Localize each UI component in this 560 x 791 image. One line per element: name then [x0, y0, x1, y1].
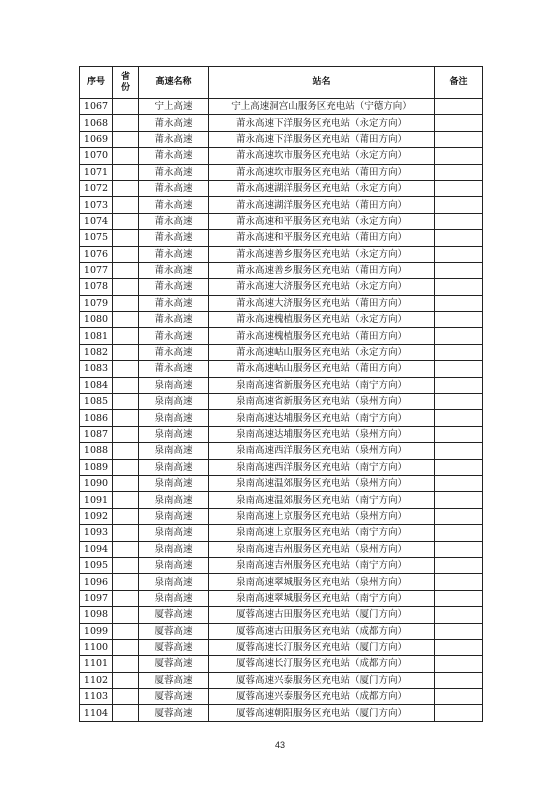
header-row [80, 67, 483, 99]
cell-province [113, 459, 139, 475]
cell-station-name: 莆永高速湖洋服务区充电站（莆田方向） [209, 197, 435, 213]
cell-highway-name: 泉南高速 [139, 394, 209, 410]
cell-station-name: 泉南高速翠城服务区充电站（南宁方向） [209, 590, 435, 606]
cell-station-name: 泉南高速西洋服务区充电站（泉州方向） [209, 443, 435, 459]
cell-serial-number: 1099 [80, 623, 113, 639]
cell-serial-number: 1075 [80, 230, 113, 246]
cell-station-name: 泉南高速吉州服务区充电站（泉州方向） [209, 541, 435, 557]
table-row [80, 213, 483, 229]
cell-serial-number: 1087 [80, 426, 113, 442]
cell-remark [435, 656, 483, 672]
cell-station-name: 莆永高速下洋服务区充电站（莆田方向） [209, 131, 435, 147]
cell-highway-name: 厦蓉高速 [139, 689, 209, 705]
header-province [113, 67, 139, 99]
cell-station-name: 泉南高速翠城服务区充电站（泉州方向） [209, 574, 435, 590]
cell-serial-number: 1079 [80, 295, 113, 311]
table-row [80, 492, 483, 508]
table-row [80, 377, 483, 393]
cell-station-name: 莆永高速槐植服务区充电站（莆田方向） [209, 328, 435, 344]
cell-province [113, 394, 139, 410]
cell-remark [435, 328, 483, 344]
table-row [80, 115, 483, 131]
cell-remark [435, 295, 483, 311]
cell-serial-number: 1084 [80, 377, 113, 393]
cell-serial-number: 1067 [80, 99, 113, 115]
cell-station-name: 莆永高速善乡服务区充电站（莆田方向） [209, 262, 435, 278]
cell-province [113, 377, 139, 393]
cell-highway-name: 泉南高速 [139, 443, 209, 459]
cell-station-name: 泉南高速省新服务区充电站（泉州方向） [209, 394, 435, 410]
cell-highway-name: 泉南高速 [139, 525, 209, 541]
cell-remark [435, 672, 483, 688]
charging-station-table [79, 66, 483, 722]
cell-station-name: 莆永高速坎市服务区充电站（莆田方向） [209, 164, 435, 180]
cell-highway-name: 莆永高速 [139, 213, 209, 229]
cell-province [113, 115, 139, 131]
cell-highway-name: 莆永高速 [139, 230, 209, 246]
cell-station-name: 泉南高速上京服务区充电站（南宁方向） [209, 525, 435, 541]
cell-highway-name: 泉南高速 [139, 377, 209, 393]
cell-serial-number: 1104 [80, 705, 113, 721]
cell-station-name: 泉南高速达埔服务区充电站（南宁方向） [209, 410, 435, 426]
cell-highway-name: 莆永高速 [139, 262, 209, 278]
cell-serial-number: 1091 [80, 492, 113, 508]
cell-province [113, 131, 139, 147]
cell-remark [435, 443, 483, 459]
cell-serial-number: 1093 [80, 525, 113, 541]
cell-serial-number: 1095 [80, 557, 113, 573]
cell-station-name: 泉南高速西洋服务区充电站（南宁方向） [209, 459, 435, 475]
cell-serial-number: 1090 [80, 475, 113, 491]
cell-province [113, 443, 139, 459]
cell-serial-number: 1081 [80, 328, 113, 344]
table-row [80, 656, 483, 672]
cell-remark [435, 262, 483, 278]
cell-remark [435, 279, 483, 295]
cell-serial-number: 1086 [80, 410, 113, 426]
cell-remark [435, 410, 483, 426]
cell-highway-name: 莆永高速 [139, 115, 209, 131]
cell-province [113, 328, 139, 344]
cell-highway-name: 厦蓉高速 [139, 623, 209, 639]
cell-highway-name: 泉南高速 [139, 557, 209, 573]
table-row [80, 574, 483, 590]
cell-province [113, 590, 139, 606]
table-row [80, 689, 483, 705]
cell-province [113, 197, 139, 213]
header-highway-name: 高速名称 [139, 67, 209, 99]
cell-station-name: 莆永高速槐植服务区充电站（永定方向） [209, 312, 435, 328]
header-remark: 备注 [435, 67, 483, 99]
cell-remark [435, 394, 483, 410]
table-row [80, 312, 483, 328]
cell-province [113, 344, 139, 360]
cell-remark [435, 246, 483, 262]
cell-highway-name: 莆永高速 [139, 361, 209, 377]
cell-highway-name: 莆永高速 [139, 180, 209, 196]
cell-remark [435, 197, 483, 213]
table-row [80, 361, 483, 377]
cell-serial-number: 1101 [80, 656, 113, 672]
cell-remark [435, 492, 483, 508]
cell-serial-number: 1077 [80, 262, 113, 278]
cell-serial-number: 1098 [80, 607, 113, 623]
cell-highway-name: 泉南高速 [139, 475, 209, 491]
cell-highway-name: 莆永高速 [139, 312, 209, 328]
cell-station-name: 厦蓉高速古田服务区充电站（厦门方向） [209, 607, 435, 623]
cell-remark [435, 230, 483, 246]
cell-serial-number: 1072 [80, 180, 113, 196]
cell-province [113, 656, 139, 672]
cell-highway-name: 莆永高速 [139, 164, 209, 180]
cell-serial-number: 1073 [80, 197, 113, 213]
cell-serial-number: 1100 [80, 639, 113, 655]
cell-province [113, 279, 139, 295]
cell-remark [435, 557, 483, 573]
cell-remark [435, 99, 483, 115]
table-row [80, 443, 483, 459]
cell-remark [435, 475, 483, 491]
table-row [80, 295, 483, 311]
cell-province [113, 541, 139, 557]
cell-station-name: 莆永高速岵山服务区充电站（莆田方向） [209, 361, 435, 377]
cell-serial-number: 1102 [80, 672, 113, 688]
cell-province [113, 557, 139, 573]
cell-station-name: 泉南高速温郊服务区充电站（泉州方向） [209, 475, 435, 491]
cell-serial-number: 1103 [80, 689, 113, 705]
cell-remark [435, 590, 483, 606]
cell-serial-number: 1083 [80, 361, 113, 377]
cell-station-name: 泉南高速上京服务区充电站（泉州方向） [209, 508, 435, 524]
cell-highway-name: 泉南高速 [139, 508, 209, 524]
cell-serial-number: 1071 [80, 164, 113, 180]
cell-remark [435, 344, 483, 360]
cell-remark [435, 639, 483, 655]
cell-remark [435, 180, 483, 196]
cell-highway-name: 莆永高速 [139, 279, 209, 295]
cell-serial-number: 1069 [80, 131, 113, 147]
cell-province [113, 312, 139, 328]
cell-highway-name: 莆永高速 [139, 295, 209, 311]
table-row [80, 623, 483, 639]
table-body [80, 99, 483, 722]
cell-province [113, 689, 139, 705]
cell-province [113, 246, 139, 262]
cell-highway-name: 厦蓉高速 [139, 639, 209, 655]
table-row [80, 639, 483, 655]
header-station-name: 站名 [209, 67, 435, 99]
cell-station-name: 莆永高速岵山服务区充电站（永定方向） [209, 344, 435, 360]
cell-remark [435, 426, 483, 442]
cell-highway-name: 莆永高速 [139, 328, 209, 344]
cell-serial-number: 1082 [80, 344, 113, 360]
cell-highway-name: 宁上高速 [139, 99, 209, 115]
cell-province [113, 623, 139, 639]
cell-province [113, 508, 139, 524]
table-row [80, 180, 483, 196]
cell-station-name: 厦蓉高速兴泰服务区充电站（厦门方向） [209, 672, 435, 688]
cell-remark [435, 689, 483, 705]
cell-serial-number: 1078 [80, 279, 113, 295]
table-header [80, 67, 483, 99]
cell-station-name: 厦蓉高速长汀服务区充电站（厦门方向） [209, 639, 435, 655]
cell-highway-name: 泉南高速 [139, 426, 209, 442]
cell-province [113, 426, 139, 442]
cell-serial-number: 1088 [80, 443, 113, 459]
table-row [80, 262, 483, 278]
cell-station-name: 莆永高速大济服务区充电站（莆田方向） [209, 295, 435, 311]
cell-province [113, 213, 139, 229]
cell-highway-name: 泉南高速 [139, 590, 209, 606]
cell-province [113, 672, 139, 688]
cell-province [113, 361, 139, 377]
cell-highway-name: 莆永高速 [139, 148, 209, 164]
cell-remark [435, 574, 483, 590]
table-row [80, 164, 483, 180]
cell-station-name: 莆永高速善乡服务区充电站（永定方向） [209, 246, 435, 262]
cell-province [113, 607, 139, 623]
table-row [80, 426, 483, 442]
cell-province [113, 230, 139, 246]
cell-station-name: 厦蓉高速兴泰服务区充电站（成都方向） [209, 689, 435, 705]
table-row [80, 508, 483, 524]
cell-province [113, 262, 139, 278]
cell-highway-name: 泉南高速 [139, 492, 209, 508]
table-row [80, 344, 483, 360]
cell-remark [435, 164, 483, 180]
cell-station-name: 厦蓉高速古田服务区充电站（成都方向） [209, 623, 435, 639]
cell-remark [435, 705, 483, 721]
cell-province [113, 180, 139, 196]
cell-serial-number: 1096 [80, 574, 113, 590]
table-row [80, 541, 483, 557]
cell-highway-name: 泉南高速 [139, 410, 209, 426]
cell-province [113, 148, 139, 164]
cell-remark [435, 541, 483, 557]
cell-province [113, 164, 139, 180]
cell-station-name: 莆永高速湖洋服务区充电站（永定方向） [209, 180, 435, 196]
cell-serial-number: 1097 [80, 590, 113, 606]
cell-station-name: 莆永高速大济服务区充电站（永定方向） [209, 279, 435, 295]
table-row [80, 459, 483, 475]
cell-province [113, 705, 139, 721]
cell-highway-name: 厦蓉高速 [139, 656, 209, 672]
cell-station-name: 莆永高速下洋服务区充电站（永定方向） [209, 115, 435, 131]
table-row [80, 525, 483, 541]
cell-station-name: 莆永高速坎市服务区充电站（永定方向） [209, 148, 435, 164]
cell-highway-name: 厦蓉高速 [139, 705, 209, 721]
cell-serial-number: 1074 [80, 213, 113, 229]
cell-remark [435, 377, 483, 393]
cell-station-name: 泉南高速温郊服务区充电站（南宁方向） [209, 492, 435, 508]
table-row [80, 148, 483, 164]
cell-remark [435, 148, 483, 164]
cell-province [113, 574, 139, 590]
table-row [80, 328, 483, 344]
cell-highway-name: 泉南高速 [139, 574, 209, 590]
table-row [80, 99, 483, 115]
cell-remark [435, 213, 483, 229]
cell-serial-number: 1092 [80, 508, 113, 524]
table-row [80, 246, 483, 262]
cell-station-name: 厦蓉高速朝阳服务区充电站（厦门方向） [209, 705, 435, 721]
cell-station-name: 泉南高速达埔服务区充电站（泉州方向） [209, 426, 435, 442]
table-row [80, 410, 483, 426]
header-province-line-2: 份 [120, 82, 130, 93]
cell-remark [435, 508, 483, 524]
table-row [80, 557, 483, 573]
cell-province [113, 410, 139, 426]
table-row [80, 131, 483, 147]
cell-province [113, 99, 139, 115]
cell-serial-number: 1085 [80, 394, 113, 410]
cell-serial-number: 1089 [80, 459, 113, 475]
cell-serial-number: 1094 [80, 541, 113, 557]
cell-station-name: 泉南高速省新服务区充电站（南宁方向） [209, 377, 435, 393]
cell-remark [435, 607, 483, 623]
table-row [80, 475, 483, 491]
cell-remark [435, 115, 483, 131]
table-row [80, 607, 483, 623]
cell-highway-name: 莆永高速 [139, 344, 209, 360]
cell-station-name: 泉南高速吉州服务区充电站（南宁方向） [209, 557, 435, 573]
cell-highway-name: 厦蓉高速 [139, 672, 209, 688]
cell-province [113, 492, 139, 508]
cell-remark [435, 459, 483, 475]
cell-province [113, 639, 139, 655]
cell-serial-number: 1068 [80, 115, 113, 131]
cell-remark [435, 361, 483, 377]
table-row [80, 230, 483, 246]
cell-highway-name: 莆永高速 [139, 131, 209, 147]
cell-highway-name: 莆永高速 [139, 246, 209, 262]
table-row [80, 705, 483, 721]
cell-remark [435, 525, 483, 541]
cell-highway-name: 泉南高速 [139, 459, 209, 475]
cell-serial-number: 1080 [80, 312, 113, 328]
table-row [80, 394, 483, 410]
header-province-line-1: 省 [120, 71, 130, 82]
cell-remark [435, 312, 483, 328]
table-row [80, 590, 483, 606]
cell-highway-name: 莆永高速 [139, 197, 209, 213]
cell-serial-number: 1070 [80, 148, 113, 164]
header-serial-number: 序号 [80, 67, 113, 99]
cell-station-name: 厦蓉高速长汀服务区充电站（成都方向） [209, 656, 435, 672]
cell-serial-number: 1076 [80, 246, 113, 262]
page-number: 43 [274, 740, 285, 750]
cell-highway-name: 泉南高速 [139, 541, 209, 557]
cell-province [113, 295, 139, 311]
cell-station-name: 宁上高速洞宫山服务区充电站（宁德方向） [209, 99, 435, 115]
cell-province [113, 525, 139, 541]
cell-highway-name: 厦蓉高速 [139, 607, 209, 623]
cell-province [113, 475, 139, 491]
table-row [80, 672, 483, 688]
cell-station-name: 莆永高速和平服务区充电站（莆田方向） [209, 230, 435, 246]
table-row [80, 197, 483, 213]
cell-remark [435, 623, 483, 639]
table-row [80, 279, 483, 295]
cell-station-name: 莆永高速和平服务区充电站（永定方向） [209, 213, 435, 229]
cell-remark [435, 131, 483, 147]
